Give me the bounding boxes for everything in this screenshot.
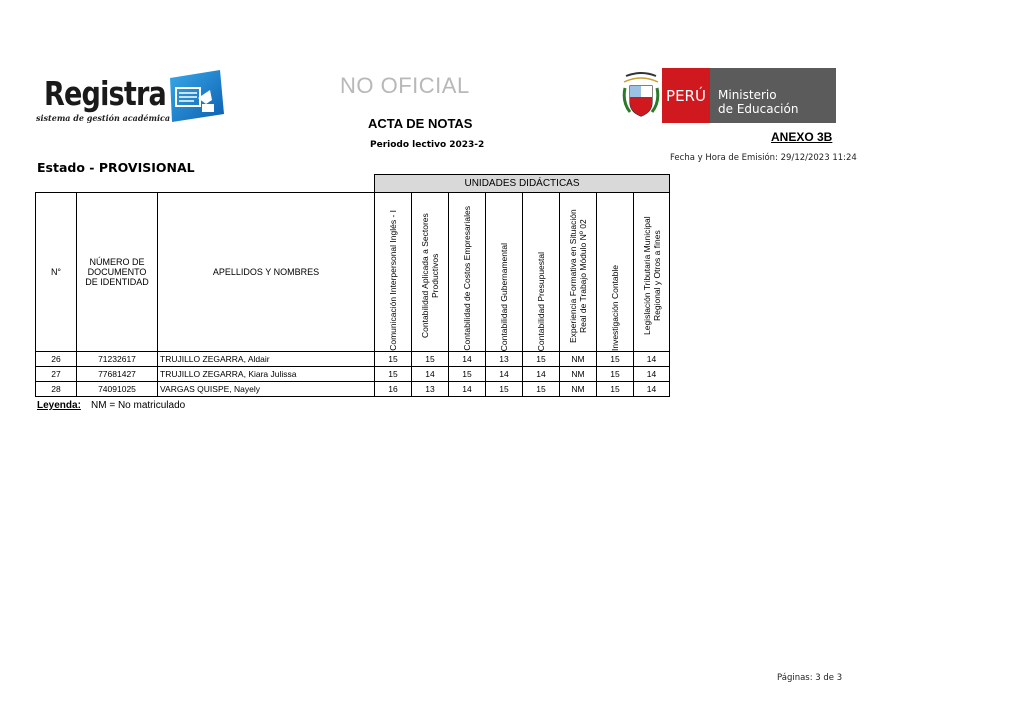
table-row xyxy=(36,352,670,367)
cell-grade: 15 xyxy=(523,382,560,397)
cell-grade: 15 xyxy=(375,352,412,367)
cell-name: TRUJILLO ZEGARRA, Aldair xyxy=(158,352,375,367)
table-corner xyxy=(36,175,375,193)
peru-coat-of-arms-icon xyxy=(622,72,660,120)
header-num: N° xyxy=(36,193,77,352)
table-row xyxy=(36,382,670,397)
cell-grade: 14 xyxy=(634,367,670,382)
cell-grade: 13 xyxy=(486,352,523,367)
unit-label: Contabilidad de Costos Empresariales xyxy=(462,206,472,351)
unit-label: Investigación Contable xyxy=(610,264,620,351)
header-unit xyxy=(597,193,634,352)
cell-grade: 15 xyxy=(523,352,560,367)
cell-grade: 14 xyxy=(412,367,449,382)
registra-logo xyxy=(36,70,226,126)
cell-grade: NM xyxy=(560,352,597,367)
cell-grade: NM xyxy=(560,382,597,397)
unit-label: Contabilidad Presupuestal xyxy=(536,251,546,351)
status-label: Estado - PROVISIONAL xyxy=(37,160,195,175)
cell-name: TRUJILLO ZEGARRA, Kiara Julissa xyxy=(158,367,375,382)
unit-label: Contabilidad Aplicada a Sectores Productivos xyxy=(420,213,440,339)
group-header: UNIDADES DIDÁCTICAS xyxy=(375,175,670,193)
period: Periodo lectivo 2023-2 xyxy=(370,140,485,150)
cell-doc: 77681427 xyxy=(77,367,158,382)
cell-num: 28 xyxy=(36,382,77,397)
header-unit xyxy=(560,193,597,352)
header-unit xyxy=(486,193,523,352)
cell-grade: 15 xyxy=(486,382,523,397)
emission-datetime: Fecha y Hora de Emisión: 29/12/2023 11:24 xyxy=(670,153,857,163)
unit-label: Contabilidad Gubernamental xyxy=(499,242,509,351)
table-row xyxy=(36,367,670,382)
unit-label: Experiencia Formativa en Situación Real de Trabajo Módulo Nº 02 xyxy=(568,209,588,343)
cell-grade: 15 xyxy=(412,352,449,367)
header-unit xyxy=(634,193,670,352)
legend-label: Leyenda: xyxy=(37,400,81,411)
watermark: NO OFICIAL xyxy=(340,73,470,98)
ministry-label xyxy=(718,88,798,116)
header-doc: NÚMERO DE DOCUMENTO DE IDENTIDAD xyxy=(77,193,158,352)
header-unit xyxy=(375,193,412,352)
header-unit xyxy=(523,193,560,352)
cell-grade: 15 xyxy=(597,367,634,382)
cell-grade: 14 xyxy=(449,382,486,397)
logo-name: Registra xyxy=(44,74,166,113)
page-counter: Páginas: 3 de 3 xyxy=(777,673,843,683)
cell-grade: 13 xyxy=(412,382,449,397)
cell-grade: 14 xyxy=(486,367,523,382)
registra-mark-icon xyxy=(166,70,226,122)
document-title: ACTA DE NOTAS xyxy=(368,116,473,131)
cell-grade: 14 xyxy=(449,352,486,367)
header-unit xyxy=(412,193,449,352)
cell-grade: 15 xyxy=(597,382,634,397)
cell-name: VARGAS QUISPE, Nayely xyxy=(158,382,375,397)
cell-doc: 74091025 xyxy=(77,382,158,397)
cell-num: 26 xyxy=(36,352,77,367)
ministry-line-2: de Educación xyxy=(718,102,799,116)
peru-label: PERÚ xyxy=(666,86,706,105)
cell-grade: 16 xyxy=(375,382,412,397)
cell-grade: 14 xyxy=(523,367,560,382)
unit-label: Legislación Tributaria Municipal Regional y Otros a fines xyxy=(641,216,662,336)
cell-grade: 14 xyxy=(634,382,670,397)
header-name: APELLIDOS Y NOMBRES xyxy=(158,193,375,352)
cell-grade: 15 xyxy=(375,367,412,382)
cell-grade: 14 xyxy=(634,352,670,367)
cell-grade: NM xyxy=(560,367,597,382)
cell-grade: 15 xyxy=(449,367,486,382)
cell-grade: 15 xyxy=(597,352,634,367)
grades-table xyxy=(35,174,670,397)
cell-doc: 71232617 xyxy=(77,352,158,367)
annex-label: ANEXO 3B xyxy=(771,130,833,144)
logo-tagline: sistema de gestión académica xyxy=(36,113,171,123)
unit-label: Comunicación Interpersonal Inglés - I xyxy=(388,210,398,351)
header-unit xyxy=(449,193,486,352)
legend-text: NM = No matriculado xyxy=(91,400,186,411)
cell-num: 27 xyxy=(36,367,77,382)
ministry-line-1: Ministerio xyxy=(718,88,777,102)
